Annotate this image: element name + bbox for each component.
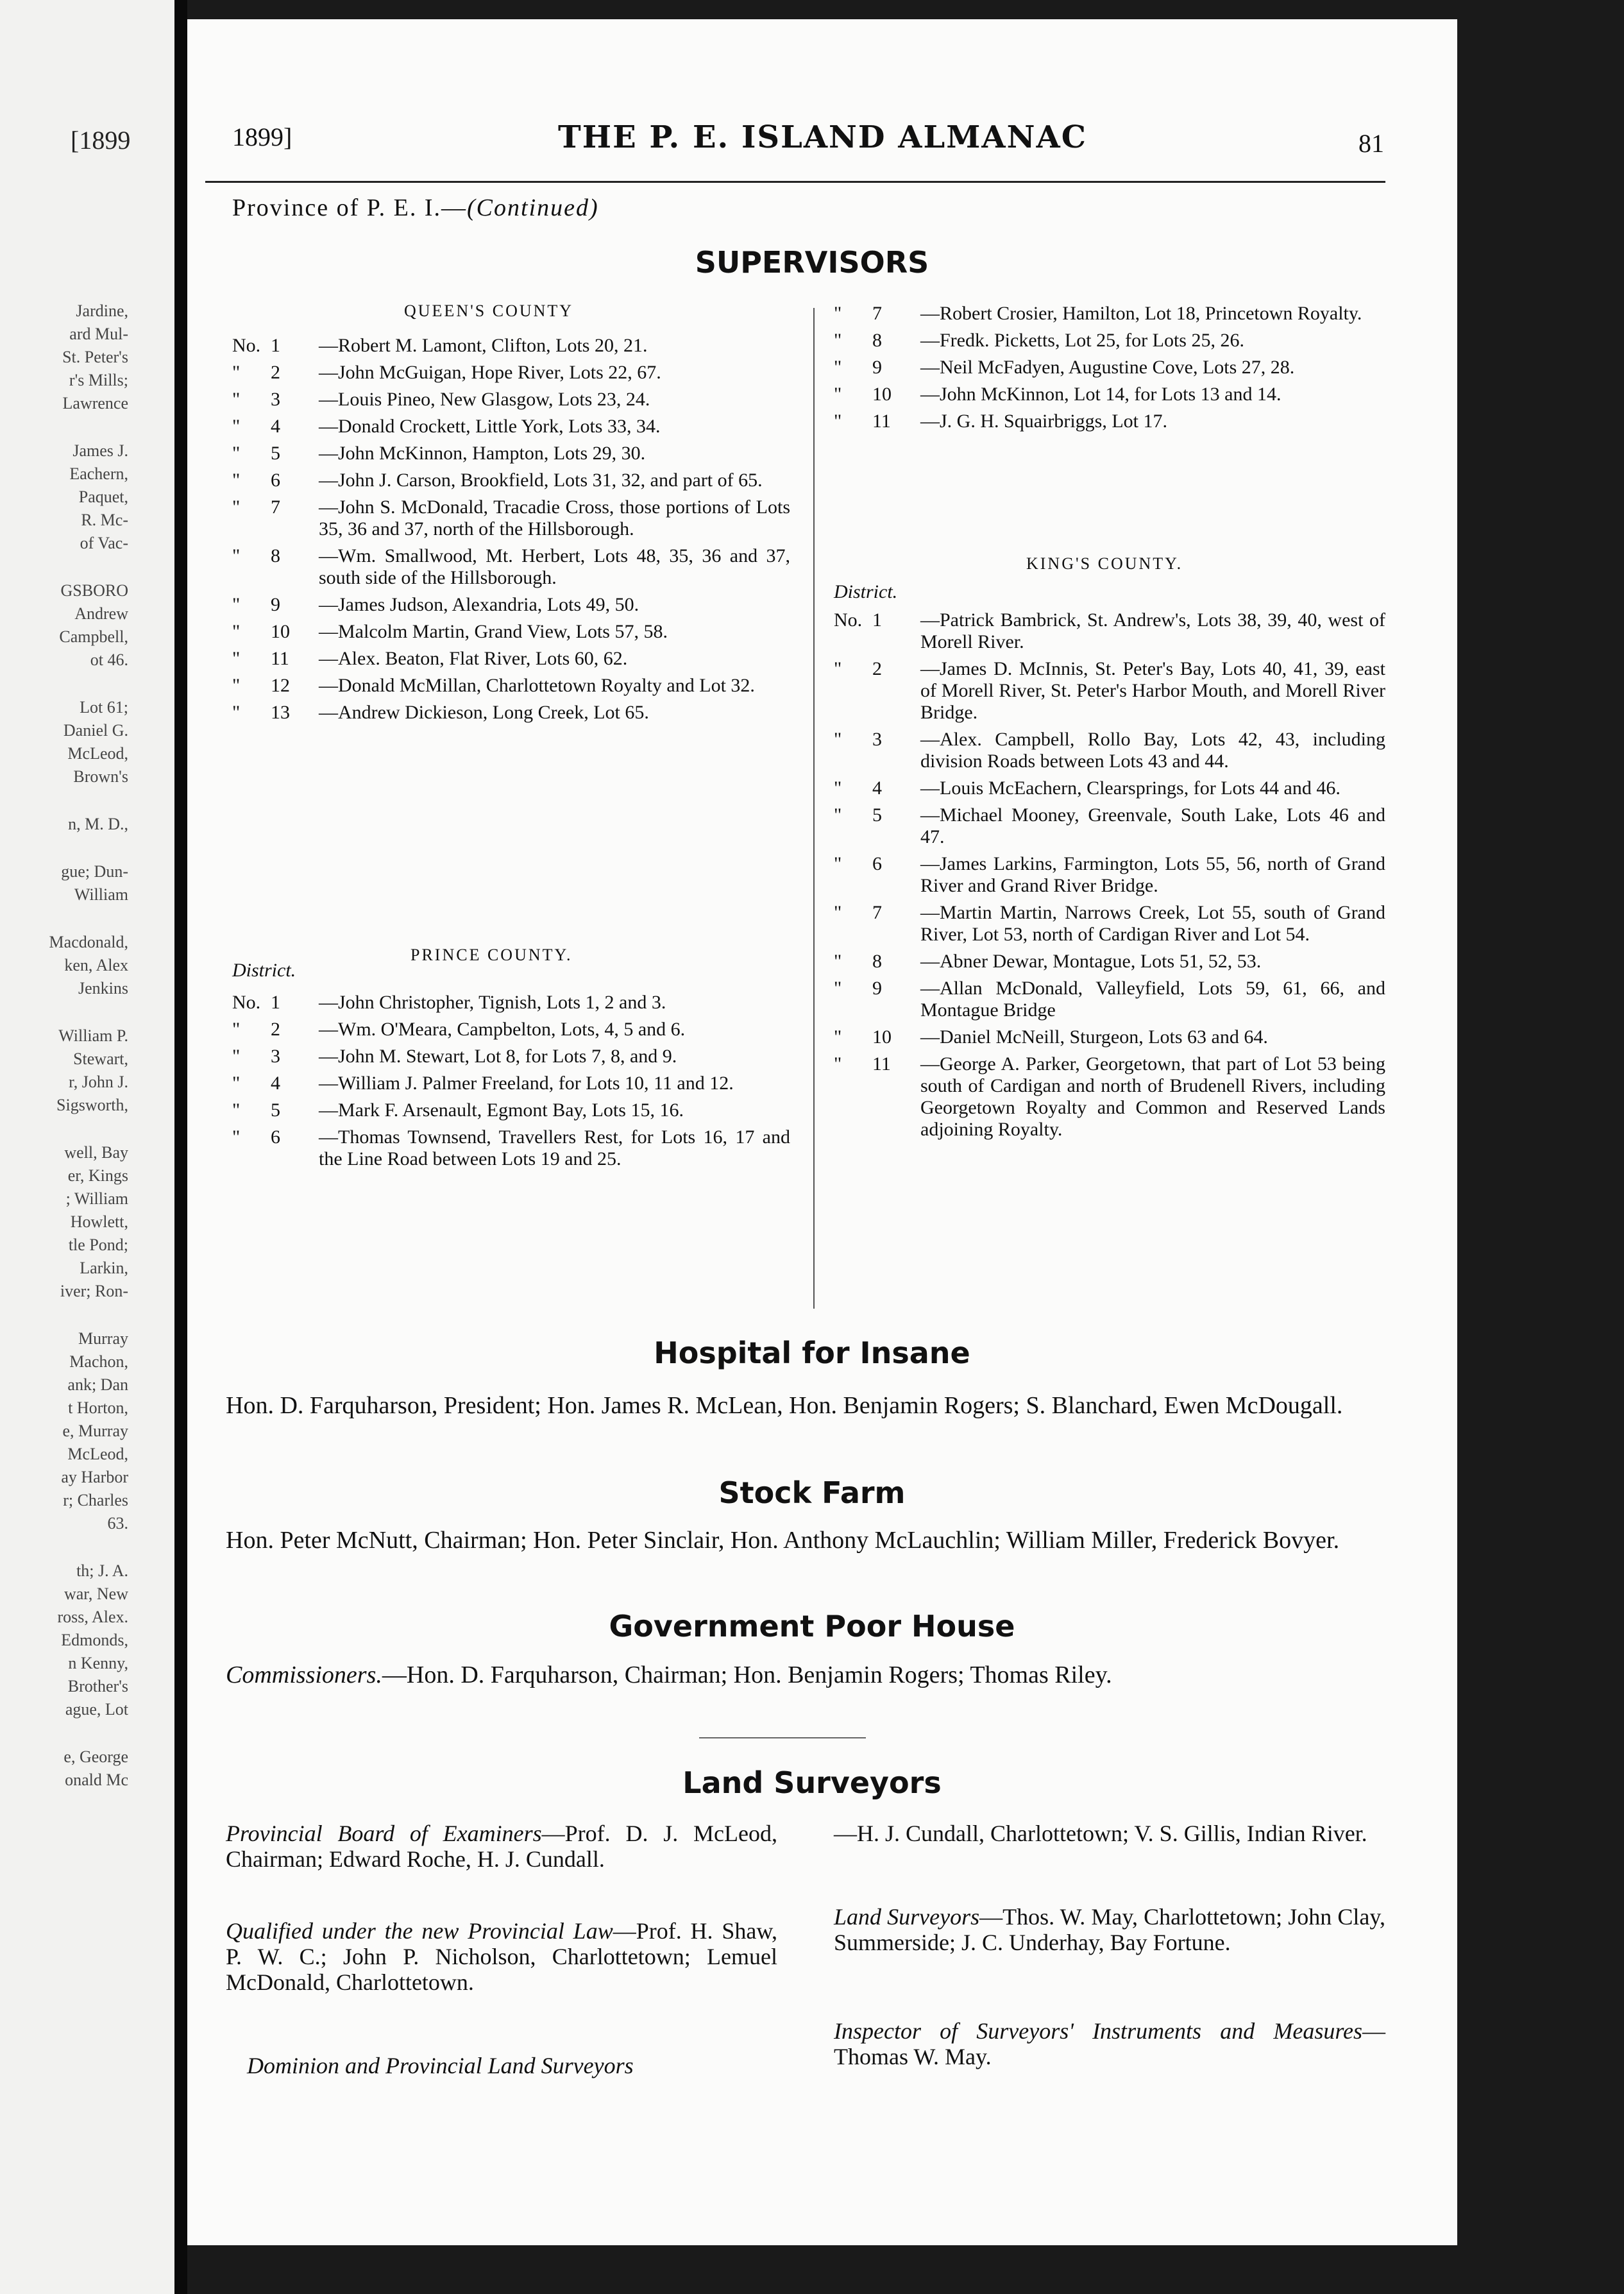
facing-page-line: ard Mul- — [69, 325, 128, 343]
page-number: 81 — [1358, 129, 1384, 158]
entry-number: 6 — [271, 1126, 280, 1148]
facing-page-line: well, Bay — [64, 1143, 128, 1162]
entry-prefix: " — [232, 362, 241, 383]
entry-prefix: " — [232, 416, 241, 437]
facing-page-line: St. Peter's — [62, 348, 128, 366]
facing-page-line: ague, Lot — [65, 1700, 128, 1719]
facing-page-line: onald Mc — [65, 1771, 128, 1789]
facing-page-line: ken, Alex — [64, 956, 128, 974]
supervisor-entry — [834, 303, 1385, 325]
entry-text: —Patrick Bambrick, St. Andrew's, Lots 38, 39, 40, west of Morell River. — [920, 609, 1385, 652]
entry-number: 9 — [872, 357, 882, 378]
land-surveyors-heading: Land Surveyors — [682, 1765, 942, 1800]
supervisor-entry — [232, 1100, 790, 1121]
facing-page-line: Andrew — [74, 604, 128, 623]
facing-page-line: ; William — [65, 1189, 128, 1208]
supervisor-entry — [834, 729, 1385, 772]
entry-number: 3 — [271, 389, 280, 410]
entry-text: —Allan McDonald, Valleyfield, Lots 59, 61, 66, and Montague Bridge — [920, 978, 1385, 1021]
facing-page-line: th; J. A. — [76, 1561, 128, 1580]
header-rule — [205, 181, 1385, 183]
facing-page-line: of Vac- — [80, 534, 128, 552]
supervisors-heading: SUPERVISORS — [695, 245, 929, 280]
entry-text: —John McGuigan, Hope River, Lots 22, 67. — [319, 362, 661, 383]
entry-number: 5 — [271, 443, 280, 464]
entry-prefix: " — [834, 1053, 842, 1075]
entry-text: —Wm. Smallwood, Mt. Herbert, Lots 48, 35, 36 and 37, south side of the Hillsborough. — [319, 545, 790, 588]
supervisor-entry — [834, 609, 1385, 653]
facing-page-line: Edmonds, — [61, 1631, 128, 1649]
entry-prefix: " — [232, 702, 241, 723]
entry-prefix: " — [232, 443, 241, 464]
entry-prefix: " — [834, 853, 842, 874]
facing-page-line: Daniel G. — [63, 721, 128, 740]
entry-text: —Abner Dewar, Montague, Lots 51, 52, 53. — [920, 951, 1262, 972]
entry-prefix: " — [834, 658, 842, 679]
page-title: THE P. E. ISLAND ALMANAC — [558, 119, 1087, 155]
entry-number: 8 — [271, 545, 280, 566]
supervisor-entry — [834, 777, 1385, 799]
kings-district-label: District. — [834, 581, 898, 602]
facing-page-line: William P. — [58, 1026, 128, 1045]
facing-page-line: tle Pond; — [68, 1236, 128, 1254]
facing-page-line: Campbell, — [59, 627, 128, 646]
entry-number: 5 — [271, 1100, 280, 1121]
entry-number: 12 — [271, 675, 290, 696]
facing-page-line: Machon, — [69, 1352, 128, 1371]
entry-text: —Louis Pineo, New Glasgow, Lots 23, 24. — [319, 389, 650, 410]
entry-text: —Alex. Campbell, Rollo Bay, Lots 42, 43, including division Roads between Lots 43 and 44. — [920, 729, 1385, 772]
header-year: 1899] — [232, 123, 292, 151]
entry-prefix: " — [232, 545, 241, 566]
qualified-surveyors: Qualified under the new Provincial Law—Prof. H. Shaw, P. W. C.; John P. Nicholson, Charlottetown; Lemuel McDonald, Charlottetown. — [226, 1918, 777, 1995]
facing-page-line: iver; Ron- — [60, 1282, 128, 1300]
supervisor-entry — [834, 357, 1385, 378]
entry-number: 3 — [872, 729, 882, 750]
entry-number: 11 — [271, 648, 289, 669]
entry-text: —John M. Stewart, Lot 8, for Lots 7, 8, and 9. — [319, 1046, 677, 1067]
facing-page — [0, 0, 174, 2294]
entry-prefix: No. — [232, 335, 261, 356]
entry-number: 10 — [872, 384, 892, 405]
entry-text: —Mark F. Arsenault, Egmont Bay, Lots 15, 16. — [319, 1100, 684, 1121]
entry-text: —Donald McMillan, Charlottetown Royalty and Lot 32. — [319, 675, 755, 696]
entry-prefix: " — [834, 1026, 842, 1048]
supervisor-entry — [834, 853, 1385, 897]
entry-number: 6 — [271, 470, 280, 491]
facing-page-line: r's Mills; — [69, 371, 128, 389]
facing-page-line: er, Kings — [67, 1166, 128, 1185]
facing-page-line: ross, Alex. — [57, 1608, 128, 1626]
entry-prefix: " — [232, 621, 241, 642]
entry-number: 5 — [872, 804, 882, 826]
facing-page-line: n Kenny, — [68, 1654, 128, 1672]
entry-number: 11 — [872, 1053, 891, 1075]
entry-number: 4 — [271, 1073, 280, 1094]
entry-prefix: " — [232, 470, 241, 491]
entry-number: 2 — [271, 362, 280, 383]
entry-text: —James D. McInnis, St. Peter's Bay, Lots 40, 41, 39, east of Morell River, St. Peter's Harbor Mouth, and Morell River Bridge. — [920, 658, 1385, 723]
queens-county-list — [232, 335, 790, 729]
supervisor-entry — [232, 1046, 790, 1067]
supervisor-entry — [834, 804, 1385, 848]
supervisor-entry — [834, 1053, 1385, 1141]
province-line — [232, 194, 599, 222]
facing-page-line: James J. — [72, 441, 128, 460]
entry-prefix: " — [232, 1019, 241, 1040]
entry-number: 7 — [872, 902, 882, 923]
entry-number: 7 — [271, 497, 280, 518]
entry-number: 10 — [872, 1026, 892, 1048]
prince-county-title: PRINCE COUNTY. — [410, 946, 573, 964]
supervisor-entry — [232, 545, 790, 589]
entry-number: 9 — [872, 978, 882, 999]
entry-text: —John McKinnon, Lot 14, for Lots 13 and 14. — [920, 384, 1281, 405]
entry-text: —George A. Parker, Georgetown, that part of Lot 53 being south of Cardigan and north of Brudenell Rivers, including Georgetown Royalty and Common and Reserved Lands adjoining Royalty. — [920, 1053, 1385, 1140]
entry-prefix: " — [834, 951, 842, 972]
entry-text: —Robert Crosier, Hamilton, Lot 18, Princetown Royalty. — [920, 303, 1362, 324]
supervisor-entry — [232, 335, 790, 357]
entry-prefix: " — [834, 729, 842, 750]
supervisor-entry — [232, 702, 790, 724]
entry-text: —Robert M. Lamont, Clifton, Lots 20, 21. — [319, 335, 648, 356]
facing-page-line: ay Harbor — [61, 1468, 128, 1486]
entry-text: —Wm. O'Meara, Campbelton, Lots, 4, 5 and 6. — [319, 1019, 686, 1040]
entry-number: 10 — [271, 621, 290, 642]
entry-number: 13 — [271, 702, 290, 723]
supervisor-entry — [232, 389, 790, 411]
entry-text: —Neil McFadyen, Augustine Cove, Lots 27, 28. — [920, 357, 1295, 378]
entry-number: 2 — [271, 1019, 280, 1040]
entry-number: 1 — [872, 609, 882, 631]
supervisor-entry — [834, 330, 1385, 352]
supervisor-entry — [232, 1126, 790, 1170]
supervisor-entry — [232, 594, 790, 616]
facing-page-line: Brother's — [67, 1677, 128, 1695]
entry-text: —John Christopher, Tignish, Lots 1, 2 and 3. — [319, 992, 666, 1013]
facing-page-line: gue; Dun- — [61, 862, 128, 881]
entry-number: 11 — [872, 411, 891, 432]
entry-number: 8 — [872, 951, 882, 972]
entry-prefix: No. — [834, 609, 863, 631]
entry-text: —John McKinnon, Hampton, Lots 29, 30. — [319, 443, 646, 464]
poor-house-heading: Government Poor House — [609, 1609, 1015, 1644]
facing-page-line: McLeod, — [67, 1445, 128, 1463]
inspector-of-instruments: Inspector of Surveyors' Instruments and Measures—Thomas W. May. — [834, 2018, 1385, 2069]
prince-county-list — [232, 992, 790, 1175]
entry-number: 2 — [872, 658, 882, 679]
supervisor-entry — [232, 497, 790, 540]
entry-text: —James Larkins, Farmington, Lots 55, 56, north of Grand River and Grand River Bridge. — [920, 853, 1385, 896]
entry-text: —Andrew Dickieson, Long Creek, Lot 65. — [319, 702, 649, 723]
entry-prefix: " — [834, 978, 842, 999]
facing-page-line: t Horton, — [68, 1398, 128, 1417]
entry-text: —Daniel McNeill, Sturgeon, Lots 63 and 64. — [920, 1026, 1268, 1048]
entry-number: 1 — [271, 992, 280, 1013]
supervisor-entry — [232, 621, 790, 643]
entry-prefix: " — [232, 648, 241, 669]
facing-page-line: e, Murray — [62, 1422, 128, 1440]
entry-prefix: " — [834, 384, 842, 405]
supervisor-entry — [232, 1073, 790, 1094]
supervisor-entry — [232, 416, 790, 438]
supervisor-entry — [834, 951, 1385, 973]
facing-page-line: r; Charles — [63, 1491, 128, 1509]
facing-page-line: R. Mc- — [81, 511, 128, 529]
kings-county-list — [834, 609, 1385, 1146]
supervisor-entry — [232, 675, 790, 697]
entry-number: 9 — [271, 594, 280, 615]
facing-page-line: e, George — [63, 1747, 128, 1766]
entry-prefix: " — [232, 594, 241, 615]
entry-text: —Michael Mooney, Greenvale, South Lake, Lots 46 and 47. — [920, 804, 1385, 847]
facing-page-line: Sigsworth, — [56, 1096, 128, 1114]
facing-page-line: Lawrence — [62, 394, 128, 412]
facing-page-line: Eachern, — [69, 464, 128, 483]
entry-prefix: No. — [232, 992, 261, 1013]
entry-number: 3 — [271, 1046, 280, 1067]
section-divider — [699, 1737, 866, 1738]
entry-prefix: " — [232, 497, 241, 518]
entry-prefix: " — [834, 303, 842, 324]
entry-text: —Donald Crockett, Little York, Lots 33, 34. — [319, 416, 661, 437]
supervisor-entry — [232, 1019, 790, 1041]
supervisor-entry — [834, 978, 1385, 1021]
dominion-surveyors-label: Dominion and Provincial Land Surveyors — [247, 2053, 634, 2078]
stock-farm-text: Hon. Peter McNutt, Chairman; Hon. Peter Sinclair, Hon. Anthony McLauchlin; William Miller, Frederick Bovyer. — [226, 1527, 1340, 1554]
poor-house-text: Commissioners.—Hon. D. Farquharson, Chairman; Hon. Benjamin Rogers; Thomas Riley. — [226, 1661, 1112, 1688]
dominion-surveyors-text: —H. J. Cundall, Charlottetown; V. S. Gillis, Indian River. — [834, 1821, 1367, 1846]
facing-page-line: ot 46. — [90, 650, 128, 669]
entry-number: 7 — [872, 303, 882, 324]
entry-number: 8 — [872, 330, 882, 351]
entry-prefix: " — [834, 330, 842, 351]
facing-page-line: Brown's — [73, 767, 128, 786]
entry-text: —John J. Carson, Brookfield, Lots 31, 32, and part of 65. — [319, 470, 763, 491]
entry-prefix: " — [834, 902, 842, 923]
column-rule — [813, 308, 815, 1309]
entry-prefix: " — [232, 389, 241, 410]
entry-text: —Martin Martin, Narrows Creek, Lot 55, south of Grand River, Lot 53, north of Cardigan River and Lot 54. — [920, 902, 1385, 945]
supervisor-entry — [232, 362, 790, 384]
facing-page-line: ank; Dan — [67, 1375, 128, 1394]
facing-page-line: war, New — [63, 1585, 128, 1603]
supervisor-entry — [834, 384, 1385, 405]
supervisor-entry — [834, 1026, 1385, 1048]
facing-page-line: Jenkins — [78, 979, 128, 998]
entry-number: 1 — [271, 335, 280, 356]
facing-page-line: Larkin, — [80, 1259, 128, 1277]
facing-page-line: Murray — [78, 1329, 128, 1348]
entry-text: —James Judson, Alexandria, Lots 49, 50. — [319, 594, 639, 615]
entry-prefix: " — [232, 1073, 241, 1094]
supervisor-entry — [834, 411, 1385, 432]
entry-number: 6 — [872, 853, 882, 874]
province-prefix: Province of P. E. I.— — [232, 194, 468, 221]
continued-label: (Continued) — [467, 194, 599, 221]
kings-county-title: KING'S COUNTY. — [1026, 554, 1183, 573]
facing-page-line: William — [74, 885, 128, 904]
entry-prefix: " — [232, 1046, 241, 1067]
entry-text: —Thomas Townsend, Travellers Rest, for Lots 16, 17 and the Line Road between Lots 19 and 25. — [319, 1126, 790, 1169]
facing-page-header: [1899 — [71, 126, 131, 155]
supervisor-entry — [232, 648, 790, 670]
hospital-heading: Hospital for Insane — [654, 1336, 970, 1370]
facing-page-line: McLeod, — [67, 744, 128, 763]
prince-district-label: District. — [232, 960, 296, 981]
facing-page-line: Paquet, — [78, 488, 128, 506]
facing-page-line: Macdonald, — [49, 933, 128, 951]
supervisor-entry — [232, 992, 790, 1014]
queens-county-title: QUEEN'S COUNTY — [404, 302, 574, 320]
facing-page-line: GSBORO — [60, 581, 128, 600]
entry-prefix: " — [834, 357, 842, 378]
board-of-examiners: Provincial Board of Examiners—Prof. D. J. McLeod, Chairman; Edward Roche, H. J. Cundall. — [226, 1821, 778, 1872]
supervisor-entry — [232, 470, 790, 491]
entry-text: —Malcolm Martin, Grand View, Lots 57, 58. — [319, 621, 668, 642]
facing-page-line: Stewart, — [73, 1049, 128, 1068]
land-surveyors-list: Land Surveyors—Thos. W. May, Charlottetown; John Clay, Summerside; J. C. Underhay, Bay Fortune. — [834, 1904, 1385, 1955]
entry-prefix: " — [232, 1126, 241, 1148]
entry-prefix: " — [232, 675, 241, 696]
supervisor-entry — [834, 658, 1385, 724]
entry-text: —Alex. Beaton, Flat River, Lots 60, 62. — [319, 648, 628, 669]
facing-page-line: 63. — [107, 1514, 128, 1533]
entry-text: —J. G. H. Squairbriggs, Lot 17. — [920, 411, 1167, 432]
entry-prefix: " — [834, 777, 842, 799]
facing-page-line: Howlett, — [70, 1212, 128, 1231]
facing-page-line: r, John J. — [69, 1073, 128, 1091]
entry-text: —John S. McDonald, Tracadie Cross, those portions of Lots 35, 36 and 37, north of the Hillsborough. — [319, 497, 790, 540]
book-gutter — [174, 0, 187, 2294]
stock-farm-heading: Stock Farm — [718, 1475, 906, 1510]
supervisor-entry — [834, 902, 1385, 946]
entry-prefix: " — [834, 411, 842, 432]
facing-page-line: Jardine, — [76, 302, 128, 320]
entry-text: —Fredk. Picketts, Lot 25, for Lots 25, 26. — [920, 330, 1244, 351]
entry-text: —Louis McEachern, Clearsprings, for Lots 44 and 46. — [920, 777, 1341, 799]
facing-page-line: Lot 61; — [80, 698, 128, 717]
entry-number: 4 — [271, 416, 280, 437]
entry-prefix: " — [232, 1100, 241, 1121]
prince-county-list-continued — [834, 303, 1385, 438]
entry-number: 4 — [872, 777, 882, 799]
commissioners-label: Commissioners. — [226, 1661, 382, 1688]
supervisor-entry — [232, 443, 790, 464]
entry-prefix: " — [834, 804, 842, 826]
facing-page-line: n, M. D., — [68, 815, 128, 833]
entry-text: —William J. Palmer Freeland, for Lots 10, 11 and 12. — [319, 1073, 734, 1094]
hospital-text: Hon. D. Farquharson, President; Hon. James R. McLean, Hon. Benjamin Rogers; S. Blanchard, Ewen McDougall. — [226, 1392, 1343, 1419]
